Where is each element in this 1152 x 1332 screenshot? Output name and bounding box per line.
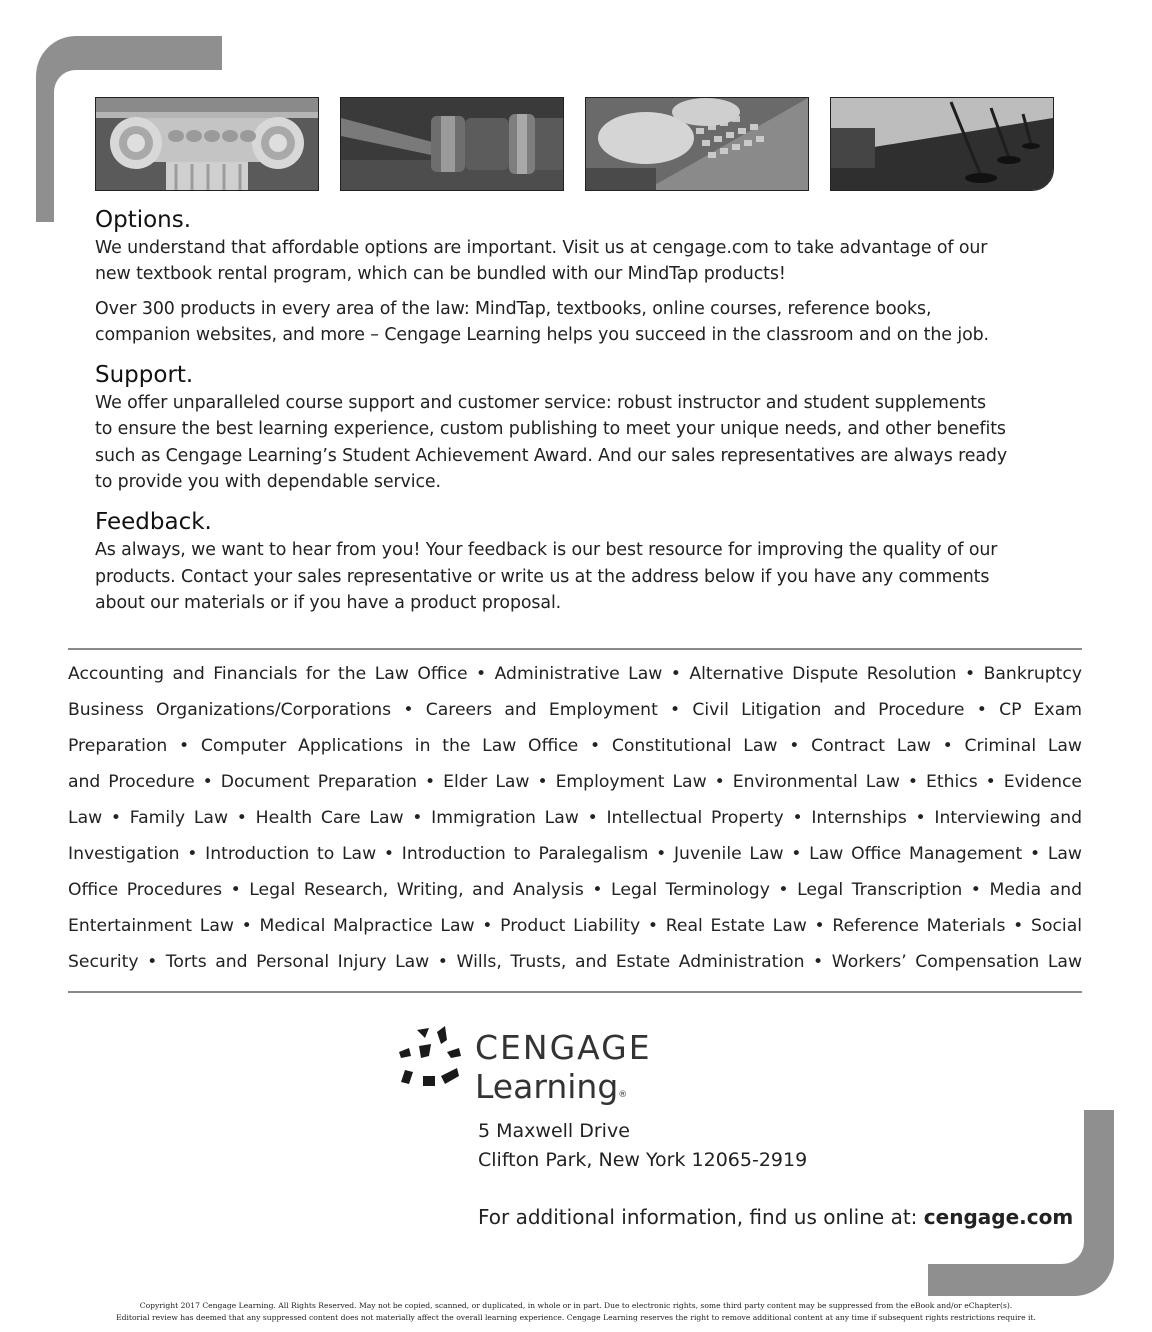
- subject-line: Security • Torts and Personal Injury Law • Wills, Trusts, and Estate Administration • Workers’ Compensation Law: [68, 952, 1082, 972]
- options-paragraph-2: [95, 296, 1065, 349]
- subject-line: Accounting and Financials for the Law Office • Administrative Law • Alternative Dispute Resolution • Bankruptcy: [68, 664, 1082, 684]
- feedback-heading: Feedback.: [95, 509, 212, 536]
- subject-line: Investigation • Introduction to Law • Introduction to Paralegalism • Juvenile Law • Law Office Management • Law: [68, 844, 1082, 864]
- cengage-logo-icon: [395, 1026, 465, 1090]
- subject-line: Office Procedures • Legal Research, Writing, and Analysis • Legal Terminology • Legal Transcription • Media and: [68, 880, 1082, 900]
- subject-list: [68, 656, 1082, 980]
- online-prefix: For additional information, find us online at:: [478, 1205, 924, 1229]
- address-line-2: Clifton Park, New York 12065-2919: [478, 1149, 808, 1171]
- online-url-link[interactable]: cengage.com: [923, 1205, 1074, 1229]
- brand-subname: [475, 1068, 627, 1106]
- brand-name: CENGAGE: [475, 1028, 652, 1067]
- subject-line: Law • Family Law • Health Care Law • Immigration Law • Intellectual Property • Internships • Interviewing and: [68, 808, 1082, 828]
- address-line-1: 5 Maxwell Drive: [478, 1120, 630, 1142]
- support-line-2: to ensure the best learning experience, custom publishing to meet your unique needs, and other benefits: [95, 419, 1006, 440]
- options-p2-line-2: companion websites, and more – Cengage Learning helps you succeed in the classroom and on the job.: [95, 324, 989, 345]
- options-paragraph-1: [95, 235, 1065, 288]
- support-line-1: We offer unparalleled course support and customer service: robust instructor and student supplements: [95, 393, 986, 414]
- subject-line: Preparation • Computer Applications in the Law Office • Constitutional Law • Contract Law • Criminal Law: [68, 736, 1082, 756]
- support-line-3: such as Cengage Learning’s Student Achievement Award. And our sales representatives are always ready: [95, 445, 1008, 466]
- frame-corner-bottom-right-cutout: [900, 1080, 1084, 1264]
- copyright-notice: [0, 1300, 1152, 1324]
- options-p1-line-1: We understand that affordable options are important. Visit us at cengage.com to take advantage of our: [95, 238, 988, 258]
- support-line-4: to provide you with dependable service.: [95, 472, 441, 493]
- divider-top: [68, 648, 1082, 650]
- photo-conference-microphones: [830, 97, 1054, 191]
- feedback-paragraph: [95, 537, 1065, 616]
- support-paragraph: [95, 390, 1065, 495]
- registered-mark: ®: [618, 1090, 628, 1100]
- photo-gavel: [340, 97, 564, 191]
- subject-line: Entertainment Law • Medical Malpractice Law • Product Liability • Real Estate Law • Reference Materials • Social: [68, 916, 1082, 936]
- online-info: [478, 1202, 1073, 1232]
- feedback-line-2: products. Contact your sales representative or write us at the address below if you have any comments: [95, 566, 990, 587]
- photo-ionic-column: [95, 97, 319, 191]
- subject-line: Business Organizations/Corporations • Careers and Employment • Civil Litigation and Procedure • CP Exam: [68, 700, 1082, 720]
- subject-line: and Procedure • Document Preparation • Elder Law • Employment Law • Environmental Law • Ethics • Evidence: [68, 772, 1082, 792]
- photo-strip: [95, 97, 1055, 191]
- options-p2-line-1: Over 300 products in every area of the law: MindTap, textbooks, online courses, reference books,: [95, 298, 932, 319]
- main-content: [95, 205, 1065, 616]
- copyright-line-2: Editorial review has deemed that any suppressed content does not materially affect the overall learning experience. Cengage Learning reserves the right to remove additional content at any time if subsequent rights restrictions require it.: [116, 1313, 1036, 1322]
- options-p1-line-2: new textbook rental program, which can be bundled with our MindTap products!: [95, 264, 786, 285]
- brand-subname-text: Learning: [475, 1067, 619, 1106]
- divider-bottom: [68, 991, 1082, 993]
- options-heading: Options.: [95, 207, 192, 233]
- copyright-line-1: Copyright 2017 Cengage Learning. All Rights Reserved. May not be copied, scanned, or duplicated, in whole or in part. Due to electronic rights, some third party content may be suppressed from the eBook and/or eChapter(s).: [139, 1301, 1013, 1310]
- support-heading: Support.: [95, 362, 194, 389]
- feedback-line-1: As always, we want to hear from you! Your feedback is our best resource for improving the quality of our: [95, 540, 998, 561]
- photo-laptop-typing: [585, 97, 809, 191]
- feedback-line-3: about our materials or if you have a product proposal.: [95, 592, 562, 613]
